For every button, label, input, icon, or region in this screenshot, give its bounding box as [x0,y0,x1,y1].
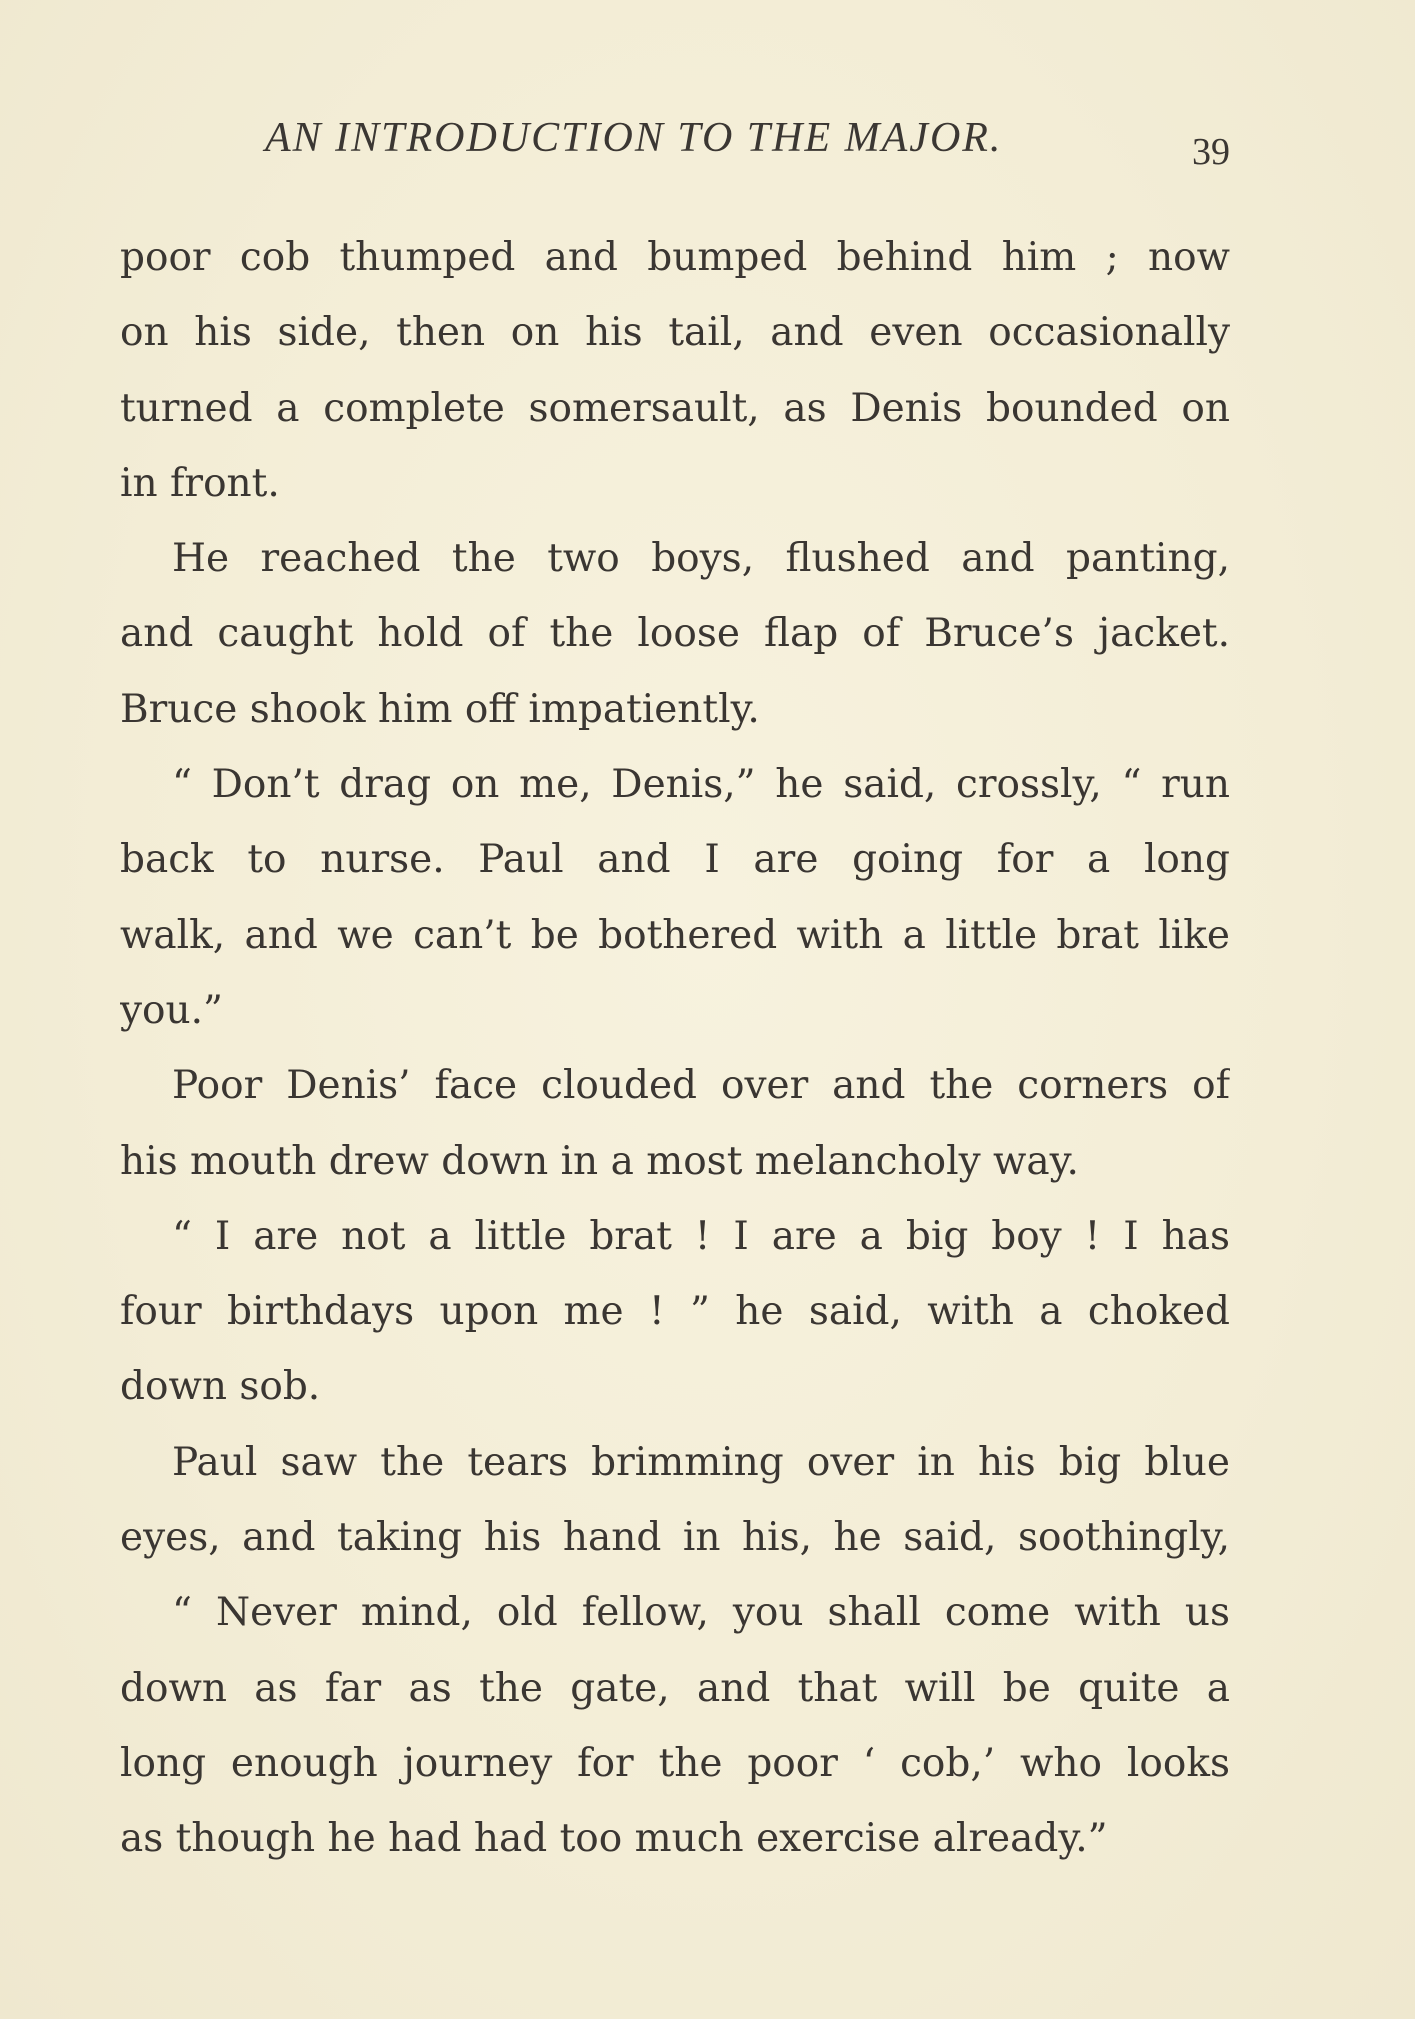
text-line: you.” [120,987,223,1033]
running-head [120,114,1240,174]
page-number: 39 [1192,131,1230,173]
text-line: “ Don’t drag on me, Denis,” he said, crossly, “ run [172,762,1230,808]
body-text [120,220,1230,1877]
text-line: Poor Denis’ face clouded over and the corners of [172,1063,1230,1109]
running-title: AN INTRODUCTION TO THE MAJOR. [265,115,1003,161]
text-line: walk, and we can’t be bothered with a little brat like [120,912,1230,958]
text-line: turned a complete somersault, as Denis bounded on [120,385,1230,431]
text-line: and caught hold of the loose flap of Bruce’s jacket. [120,611,1230,657]
text-line: down as far as the gate, and that will be quite a [120,1665,1230,1711]
text-line: back to nurse. Paul and I are going for a long [120,837,1230,883]
text-line: eyes, and taking his hand in his, he said, soothingly, [120,1515,1230,1561]
text-line: four birthdays upon me ! ” he said, with a choked [120,1289,1230,1335]
text-line: long enough journey for the poor ‘ cob,’ who looks [120,1740,1230,1786]
text-line: “ I are not a little brat ! I are a big boy ! I has [172,1213,1230,1259]
text-line: Paul saw the tears brimming over in his big blue [172,1439,1230,1485]
text-line: in front. [120,460,280,506]
text-line: “ Never mind, old fellow, you shall come with us [172,1590,1230,1636]
text-line: his mouth drew down in a most melancholy way. [120,1138,1079,1184]
text-line: He reached the two boys, flushed and panting, [172,536,1230,582]
text-line: on his side, then on his tail, and even occasionally [120,310,1230,356]
text-line: down sob. [120,1364,321,1410]
text-line: Bruce shook him off impatiently. [120,686,760,732]
text-line: poor cob thumped and bumped behind him ; now [120,235,1230,280]
text-line: as though he had had too much exercise already.” [120,1816,1108,1862]
